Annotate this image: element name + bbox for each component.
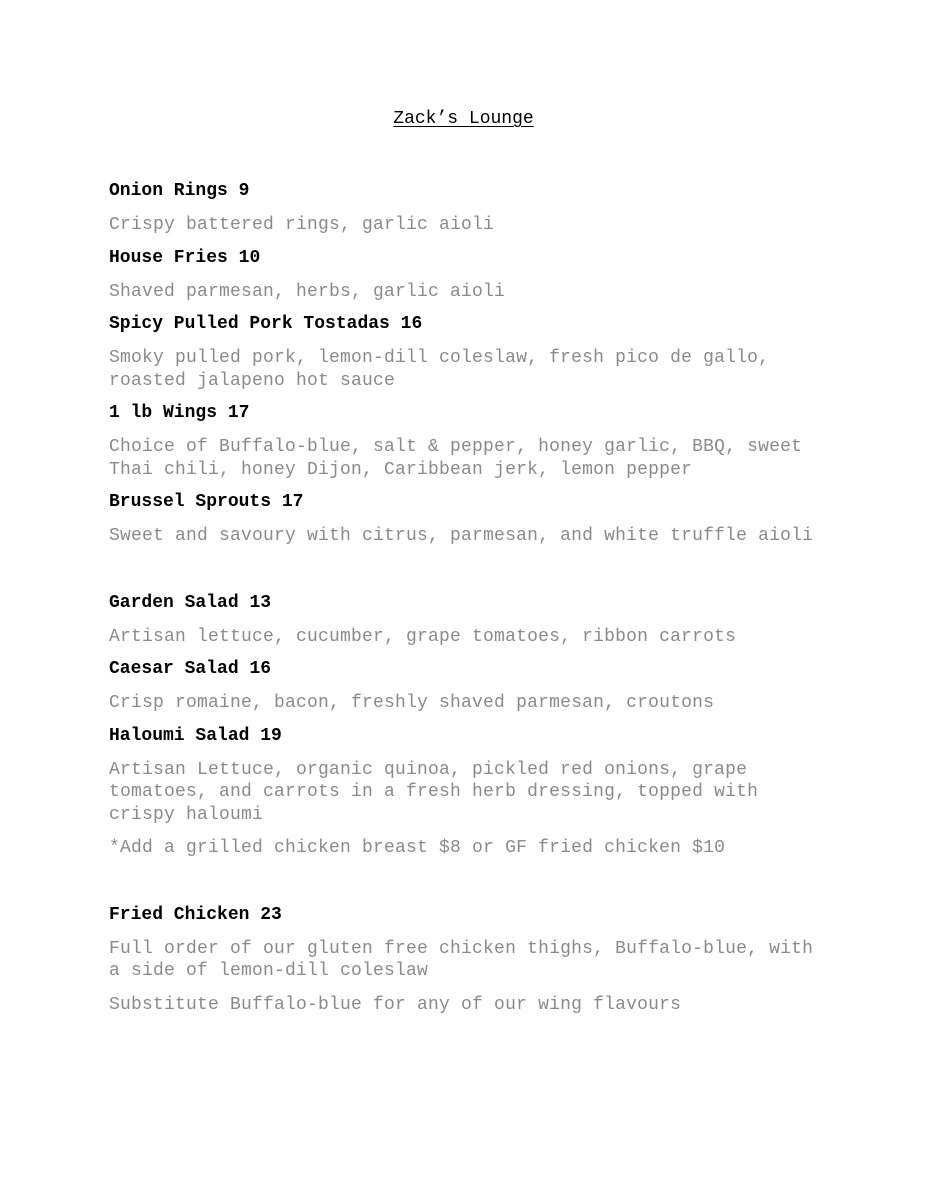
menu-item-price: 13: [249, 592, 272, 613]
menu-item-price: 19: [260, 725, 282, 746]
menu-item-description: Artisan Lettuce, organic quinoa, pickled red onions, grape tomatoes, and carrots in a fresh herb dressing, topped with crispy haloumi: [109, 759, 759, 825]
menu-item-price: 23: [260, 904, 282, 925]
menu-item-name: Spicy Pulled Pork Tostadas: [109, 314, 390, 334]
menu-item: [109, 247, 829, 304]
menu-item: [109, 180, 829, 237]
menu-item-price: 17: [281, 492, 304, 512]
restaurant-name: Zack’s Lounge: [393, 109, 534, 129]
menu-section-mains: [109, 904, 829, 1017]
menu-item-heading: [109, 592, 829, 615]
menu-item-price: 16: [249, 659, 272, 679]
menu-item-description: Artisan lettuce, cucumber, grape tomatoes, ribbon carrots: [109, 626, 737, 647]
menu-section-salads: [109, 592, 829, 860]
menu-item-description: Crispy battered rings, garlic aioli: [109, 215, 495, 235]
menu-item: [109, 658, 829, 715]
menu-item-description: Shaved parmesan, herbs, garlic aioli: [109, 281, 506, 302]
menu-item-description: Smoky pulled pork, lemon-dill coleslaw, fresh pico de gallo, roasted jalapeno hot sauce: [109, 348, 770, 391]
menu-item-name: Fried Chicken: [109, 904, 250, 925]
menu-item-name: Onion Rings: [109, 181, 228, 201]
menu-item-heading: [109, 247, 829, 270]
menu-item: [109, 402, 829, 481]
menu-item-price: 9: [238, 181, 250, 201]
menu-item-heading: [109, 402, 829, 425]
menu-item: [109, 904, 829, 1017]
menu-item-name: Caesar Salad: [109, 659, 239, 679]
page-title: [0, 109, 927, 129]
menu-item-price: 17: [227, 403, 250, 423]
menu-item-heading: [109, 491, 829, 514]
menu-item-heading: [109, 904, 829, 927]
menu-item-heading: [109, 658, 829, 681]
menu-item-description: Choice of Buffalo-blue, salt & pepper, honey garlic, BBQ, sweet Thai chili, honey Dijon, Caribbean jerk, lemon pepper: [109, 437, 803, 480]
menu-item-description: Sweet and savoury with citrus, parmesan, and white truffle aioli: [109, 526, 814, 546]
menu-item-note: *Add a grilled chicken breast $8 or GF fried chicken $10: [109, 838, 726, 858]
menu-item-note: Substitute Buffalo-blue for any of our wing flavours: [109, 994, 682, 1015]
menu-item: [109, 313, 829, 392]
menu-item-description: Full order of our gluten free chicken thighs, Buffalo-blue, with a side of lemon-dill coleslaw: [109, 938, 814, 981]
menu-item: [109, 725, 829, 860]
menu-item: [109, 491, 829, 548]
menu-section-starters: [109, 180, 829, 548]
menu-item-name: 1 lb Wings: [109, 403, 218, 423]
menu-item-name: Brussel Sprouts: [109, 492, 272, 512]
menu-item-price: 16: [400, 314, 423, 334]
menu-item-name: Haloumi Salad: [109, 725, 250, 746]
menu-item-description: Crisp romaine, bacon, freshly shaved parmesan, croutons: [109, 693, 715, 713]
menu-item-name: Garden Salad: [109, 592, 239, 613]
menu-content: [109, 180, 829, 1016]
menu-item-heading: [109, 313, 829, 336]
menu-item-heading: [109, 725, 829, 748]
menu-item-heading: [109, 180, 829, 203]
menu-item-name: House Fries: [109, 247, 228, 268]
menu-item-price: 10: [238, 247, 261, 268]
menu-item: [109, 592, 829, 649]
